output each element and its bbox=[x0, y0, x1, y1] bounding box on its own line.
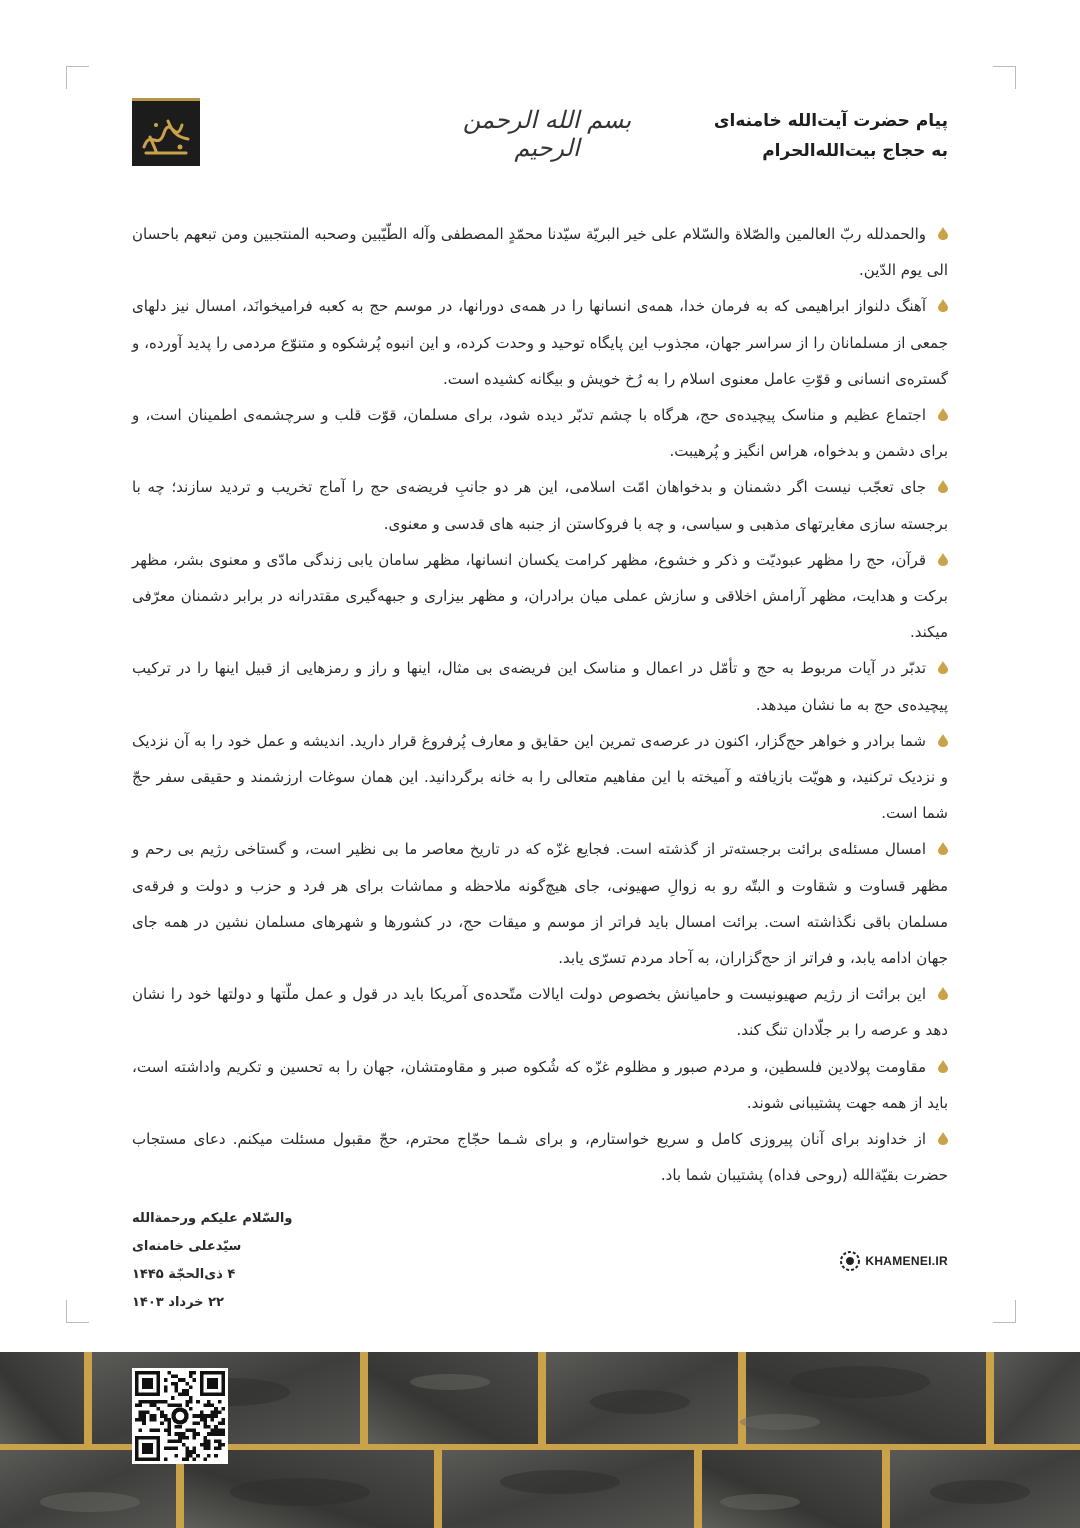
drop-bullet-icon bbox=[938, 661, 948, 674]
paragraph-text: اجتماع عظیم و مناسک پیچیده‌ی حج، هرگاه با چشم تدبّر دیده شود، برای مسلمان، قوّت قلب و سرچشمه‌ی اطمینان است، و برای دشمن و بدخواه، هراس انگیز و پُرهیبت. bbox=[132, 406, 948, 461]
bismillah-calligraphy: بسم الله الرحمن الرحیم bbox=[462, 106, 632, 162]
drop-bullet-icon bbox=[938, 480, 948, 493]
calligraphy-logo-icon bbox=[136, 107, 196, 161]
crop-mark-bottom-left bbox=[66, 1300, 89, 1323]
paragraph-text: مقاومت پولادین فلسطین، و مردم صبور و مظلوم غزّه که شُکوه صبر و مقاومتشان، جهان را به تحسین و تکریم واداشته است، باید از همه جهت پشتیبانی شوند. bbox=[132, 1057, 948, 1112]
drop-bullet-icon bbox=[938, 1060, 948, 1073]
date-hijri: ۴ ذی‌الحجّة ۱۴۴۵ bbox=[132, 1267, 236, 1282]
crop-mark-bottom-right bbox=[993, 1300, 1016, 1323]
paragraph bbox=[132, 831, 948, 976]
qr-code-icon bbox=[135, 1371, 225, 1461]
paragraph-text: شما برادر و خواهر حج‌گزار، اکنون در عرصه‌ی تمرین این حقایق و معارف پُرفروغ قرار دارید. اندیشه و عمل خود را به آن نزدیک و نزدیک ترکنید، و هویّت بازیافته و آمیخته با این مفاهیم متعالی را به خانه برگردانید. این همان سوغات ارزشمند و حقیقی سفر حجّ شما است. bbox=[132, 731, 948, 823]
drop-bullet-icon bbox=[938, 299, 948, 312]
paragraph-text: جای تعجّب نیست اگر دشمنان و بدخواهان امّت اسلامی، این هر دو جانبِ فریضه‌ی حج را آماج تخریب و تردید سازند؛ چه با برجسته سازی مغایرتهای مذهبی و سیاسی، و چه با فروکاستن از جنبه های قدسی و معنوی. bbox=[132, 478, 948, 533]
kaaba-wall-footer bbox=[0, 1352, 1080, 1528]
page-title bbox=[648, 106, 948, 166]
title-line-1: پیام حضرت آیت‌الله خامنه‌ای bbox=[713, 111, 948, 131]
site-logo-text: KHAMENEI.IR bbox=[865, 1254, 948, 1268]
paragraph bbox=[132, 1121, 948, 1193]
khamenei-ir-emblem-icon bbox=[839, 1250, 861, 1272]
site-logo bbox=[839, 1250, 948, 1272]
drop-bullet-icon bbox=[938, 987, 948, 1000]
paragraph-text: آهنگ دلنواز ابراهیمی که به فرمان خدا، همه‌ی انسانها را در همه‌ی دورانها، در موسم حج به کعبه فرامیخوانَد، امسال نیز دلهای جمعی از مسلمانان را از سراسر جهان، مجذوب این پایگاه توحید و وحدت کرده، و این انبوه پُرشکوه و متنوّع مردمی را پدید آورده، و گستره‌ی انسانی و قوّتِ عامل معنوی اسلام را به رُخ خویش و بیگانه کشیده است. bbox=[132, 297, 948, 388]
paragraph-text: امسال مسئله‌ی برائت برجسته‌تر از گذشته است. فجایع غزّه که در تاریخ معاصر ما بی نظیر است، و گستاخی رژیم بی رحم و مظهر قساوت و شقاوت و البتّه رو به زوالِ صهیونی، جای هیچ‌گونه ملاحظه و مماشات برای هر فرد و حزب و دولت و فرقه‌ی مسلمان باقی نگذاشته است. برائت امسال باید فراتر از موسم و میقات حج، در کشورها و شهرهای مسلمان نشین در همه جای جهان ادامه یابد، و فراتر از حج‌گزاران، به آحاد مردم تسرّی یابد. bbox=[132, 840, 948, 968]
drop-bullet-icon bbox=[938, 553, 948, 566]
hajj-calligraphy-logo bbox=[132, 98, 200, 166]
paragraph bbox=[132, 216, 948, 288]
drop-bullet-icon bbox=[938, 1132, 948, 1145]
paragraph bbox=[132, 288, 948, 397]
drop-bullet-icon bbox=[938, 227, 948, 240]
qr-code bbox=[132, 1368, 228, 1464]
paragraph bbox=[132, 397, 948, 469]
paragraph bbox=[132, 1049, 948, 1121]
title-line-2: به حجاج بیت‌الله‌الحرام bbox=[762, 141, 948, 161]
drop-bullet-icon bbox=[938, 408, 948, 421]
paragraph bbox=[132, 542, 948, 651]
paragraph-text: از خداوند برای آنان پیروزی کامل و سریع خواستارم، و برای شـما حجّاج محترم، حجّ مقبول مسئلت میکنم. دعای مستجاب حضرت بقیّة‌الله (روحی فداه) پشتیبان شما باد. bbox=[132, 1130, 948, 1185]
date-solar: ۲۲ خرداد ۱۴۰۳ bbox=[132, 1295, 224, 1310]
paragraph-text: تدبّر در آیات مربوط به حج و تأمّل در اعمال و مناسک این فریضه‌ی بی مثال، اینها و راز و رمزهایی از قبیل اینها را در ترکیب پیچیده‌ی حج به ما نشان میدهد. bbox=[132, 659, 948, 714]
paragraph bbox=[132, 723, 948, 832]
header bbox=[132, 98, 948, 168]
paragraph bbox=[132, 976, 948, 1048]
signer-name: سیّدعلی خامنه‌ای bbox=[132, 1239, 242, 1254]
paragraph-text: قرآن، حج را مظهر عبودیّت و ذکر و خشوع، مظهر کرامت یکسان انسانها، مظهر سامان یابی زندگی مادّی و معنوی بشر، مظهر برکت و هدایت، مظهر آرامش اخلاقی و سازش عملی میان برادران، و مظهر بیزاری و جبهه‌گیری مقتدرانه در برابر دشمنان معرّفی میکند. bbox=[132, 550, 948, 642]
paragraph bbox=[132, 469, 948, 541]
signature-block bbox=[132, 1205, 332, 1317]
paragraph bbox=[132, 650, 948, 722]
drop-bullet-icon bbox=[938, 842, 948, 855]
message-body bbox=[132, 216, 948, 1193]
paragraph-text: والحمدلله ربّ العالمین والصّلاة والسّلام علی خیر البریّة سیّدنا محمّدٍ المصطفی وآله الطّیّبین وصحبه المنتجبین ومن تبعهم باحسان الی یوم الدّین. bbox=[132, 225, 948, 280]
crop-mark-top-right bbox=[993, 66, 1016, 89]
crop-mark-top-left bbox=[66, 66, 89, 89]
closing-salutation: والسّلام علیکم ورحمة‌الله bbox=[132, 1211, 293, 1226]
paragraph-text: این برائت از رژیم صهیونیست و حامیانش بخصوص دولت ایالات متّحده‌ی آمریکا باید در قول و عمل ملّتها و دولتها خود را نشان دهد و عرصه را بر جلّادان تنگ کند. bbox=[132, 985, 948, 1040]
drop-bullet-icon bbox=[938, 734, 948, 747]
